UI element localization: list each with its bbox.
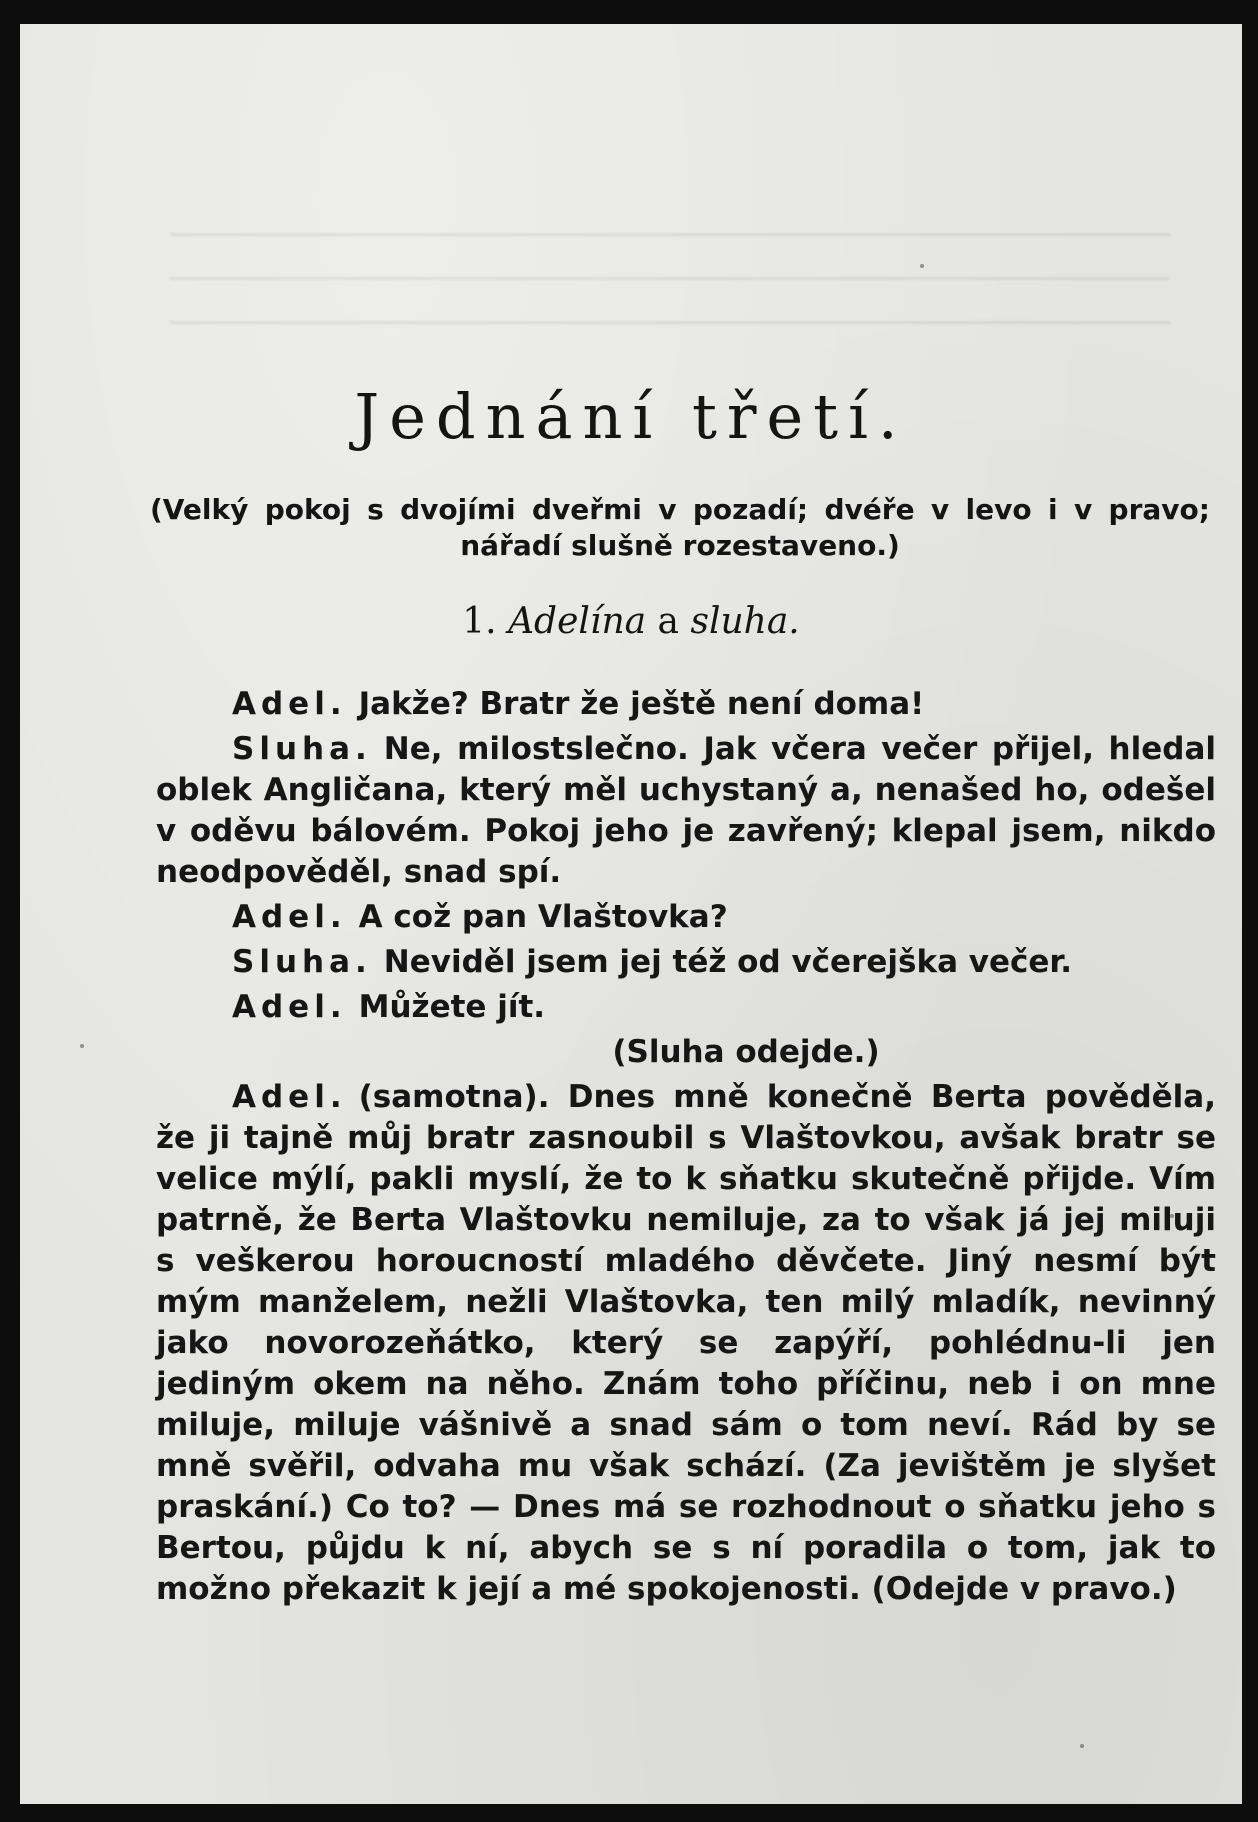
book-page <box>20 24 1242 1804</box>
stage-direction-line-2: nářadí slušně rozestaveno.) <box>460 529 900 562</box>
speaker-name: Sluha. <box>232 731 372 767</box>
dialogue-line <box>156 987 1216 1028</box>
speaker-name: Adel. <box>232 899 347 935</box>
act-title: Jednání třetí. <box>354 380 908 453</box>
speaker-name: Sluha. <box>232 944 372 980</box>
speaker-name: Adel. <box>232 686 347 722</box>
speaker-name: Adel. <box>232 1079 347 1115</box>
paper-speck <box>1080 1744 1084 1748</box>
exit-stage-direction: (Sluha odejde.) <box>612 1034 880 1070</box>
stage-direction-line-1: (Velký pokoj s dvojími dveřmi v pozadí; dvéře v levo i v pravo; <box>150 493 1210 526</box>
dialogue-line <box>156 684 1216 725</box>
scene-character-a: Adelína <box>508 601 647 642</box>
paper-speck <box>920 264 924 268</box>
speaker-name: Adel. <box>232 989 347 1025</box>
line-text: Neviděl jsem jej též od včerejška večer. <box>383 944 1073 980</box>
paper-speck <box>1170 1214 1174 1218</box>
scene-conjunction: a <box>657 601 680 642</box>
dialogue-body <box>156 684 1216 1614</box>
line-text: Můžete jít. <box>358 989 546 1025</box>
dialogue-line <box>156 729 1216 893</box>
line-text: Jakže? Bratr že ještě není doma! <box>358 686 925 722</box>
bleed-through-text <box>170 204 1170 324</box>
scene-heading <box>20 602 1242 642</box>
scene-number: 1. <box>462 601 497 642</box>
setting-stage-direction <box>150 492 1210 564</box>
dialogue-line <box>156 897 1216 938</box>
line-text: A což pan Vlaštovka? <box>358 899 728 935</box>
monologue-text: (samotna). Dnes mně konečně Berta pověděla, že ji tajně můj bratr zasnoubil s Vlaštovkou, avšak bratr se velice mýlí, pakli myslí, že to k sňatku skutečně přijde. Vím patrně, že Berta Vlaštovku nemiluje, za to však já jej miluji s veškerou horoucností mladého děvčete. Jiný nesmí být mým manželem, nežli Vlaštovka, ten milý mladík, nevinný jako novorozeňátko, který se zapýří, pohlédnu-li jen jediným okem na něho. Znám toho příčinu, neb i on mne miluje, miluje vášnivě a snad sám o tom neví. Rád by se mně svěřil, odvaha mu však schází. (Za jevištěm je slyšet praskání.) Co to? — Dnes má se rozhodnout o sňatku jeho s Bertou, půjdu k ní, abych se s ní poradila o tom, jak to možno překazit k její a mé spokojenosti. (Odejde v pravo.) <box>156 1079 1216 1607</box>
line-text: Ne, milostslečno. Jak včera večer přijel, hledal oblek Angličana, který měl uchystaný a, nenašed ho, odešel v oděvu bálovém. Pokoj jeho je zavřený; klepal jsem, nikdo neodpověděl, snad spí. <box>156 731 1216 890</box>
paper-speck <box>80 1044 84 1048</box>
scene-character-b: sluha. <box>690 601 800 642</box>
monologue <box>156 1077 1216 1610</box>
dialogue-line <box>156 942 1216 983</box>
